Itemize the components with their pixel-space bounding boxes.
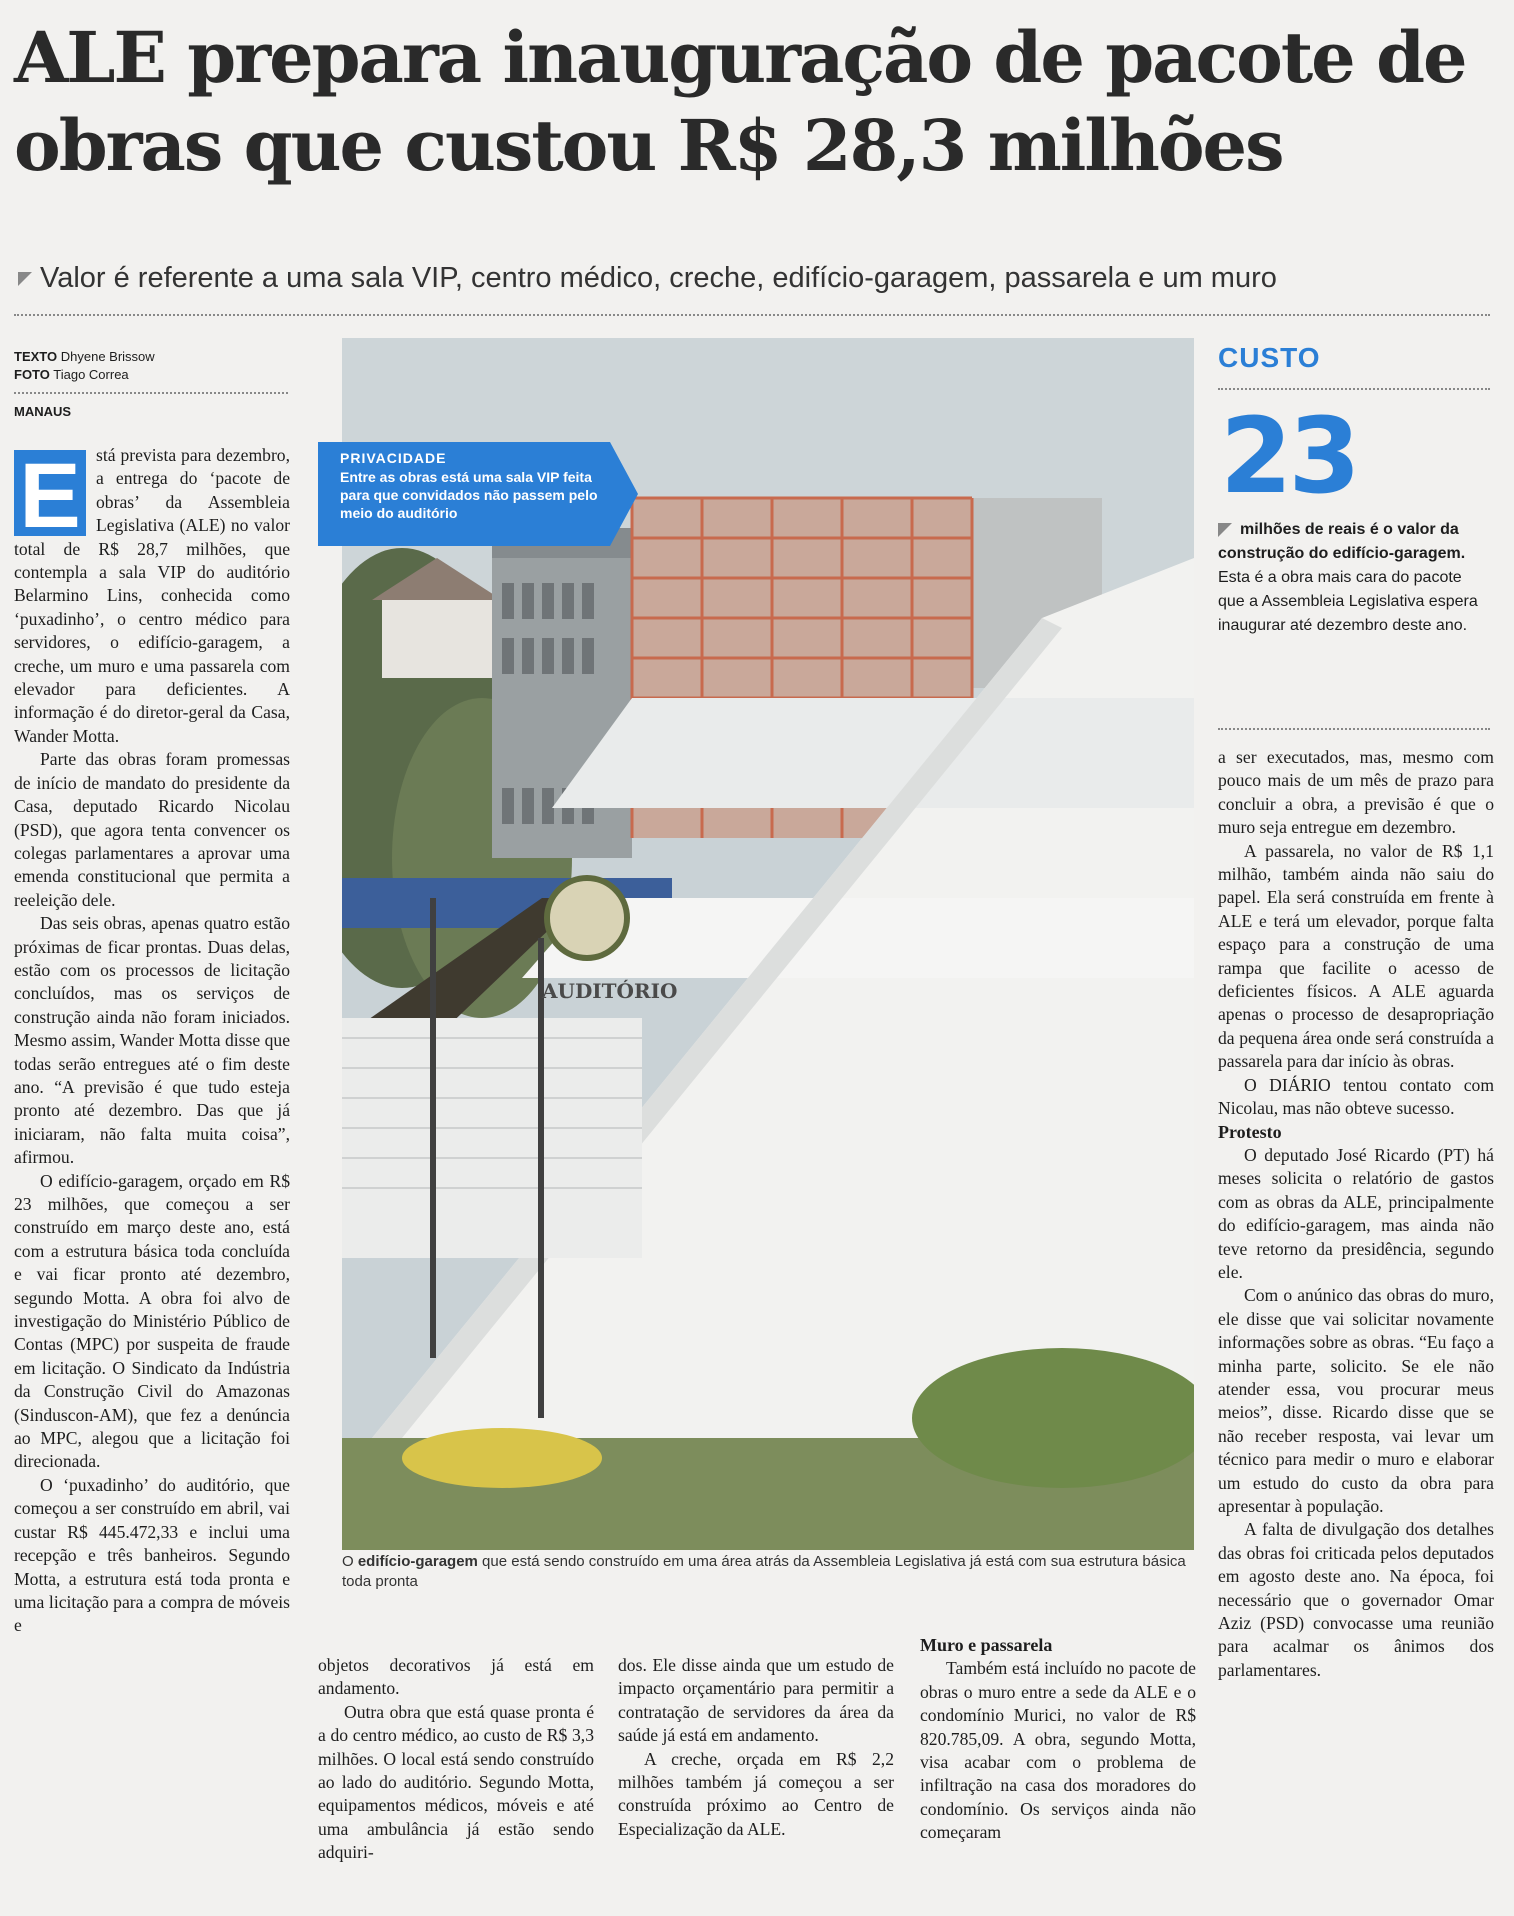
custo-text (1218, 518, 1490, 638)
paragraph: O DIÁRIO tentou contato com Nicolau, mas não obteve sucesso. (1218, 1074, 1494, 1119)
paragraph-text: stá prevista para dezembro, a entrega do ‘pacote de obras’ da Assembleia Legislativa (ALE) no valor total de R$ 28,7 milhões, que contempla a sala VIP do auditório Belarmino Lins, conhecida como ‘puxadinho’, o centro médico para servidores, o edifício-garagem, a creche, um muro e uma passarela com elevador para deficientes. A informação é do diretor-geral da Casa, Wander Motta. (14, 445, 290, 746)
paragraph: Outra obra que está quase pronta é a do centro médico, ao custo de R$ 3,3 milhões. O local está sendo construído ao lado do auditório. Segundo Motta, equipamentos médicos, móveis e até uma ambulância já estão sendo adquiri- (318, 1701, 594, 1863)
column-2 (318, 1654, 594, 1865)
caption-lead: O (342, 1553, 354, 1570)
section-subhead: Protesto (1218, 1121, 1282, 1142)
custo-bottom-divider (1218, 728, 1490, 730)
paragraph: O ‘puxadinho’ do auditório, que começou a ser construído em abril, vai custar R$ 445.472,33 e inclui uma recepção e três banheiros. Segundo Motta, a estrutura está toda pronta e uma licitação para a compra de móveis e (14, 1474, 290, 1636)
caption-bold: edifício-garagem (357, 1553, 478, 1570)
triangle-bullet-icon (18, 272, 32, 286)
callout-body: Entre as obras está uma sala VIP feita para que convidados não passem pelo meio do auditório (340, 469, 598, 521)
credit-text-label: TEXTO (14, 349, 58, 364)
paragraph: Parte das obras foram promessas de início de mandato do presidente da Casa, deputado Ricardo Nicolau (PSD), que agora tenta convencer os colegas parlamentares a aprovar uma emenda constitucional que permita a reeleição dele. (14, 749, 290, 910)
paragraph: O deputado José Ricardo (PT) há meses solicita o relatório de gastos com as obras da ALE, principalmente do edifício-garagem, mas ainda não teve retorno da presidência, segundo ele. (1218, 1144, 1494, 1282)
auditorio-sign: AUDITÓRIO (542, 979, 678, 1003)
callout-label: PRIVACIDADE (340, 450, 447, 466)
paragraph: O edifício-garagem, orçado em R$ 23 milhões, que começou a ser construído em março deste ano, está com a estrutura básica toda concluída e vai ficar pronto até dezembro, segundo Motta. A obra foi alvo de investigação do Ministério Público de Contas (MPC) por suspeita de fraude em licitação. O Sindicato da Indústria da Construção Civil do Amazonas (Sinduscon-AM), que fez a denúncia ao MPC, alegou que a licitação foi direcionada. (14, 1170, 290, 1472)
credits-divider (14, 392, 288, 394)
custo-bold: milhões de reais é o valor da construção do edifício-garagem. (1218, 521, 1466, 562)
subheadline-text: Valor é referente a uma sala VIP, centro médico, creche, edifício-garagem, passarela e um muro (40, 262, 1277, 294)
column-1 (14, 444, 290, 1638)
custo-label: CUSTO (1218, 342, 1321, 373)
paragraph: objetos decorativos já está em andamento. (318, 1655, 594, 1699)
dateline-place: MANAUS (14, 404, 72, 419)
credit-photo-author: Tiago Correa (53, 367, 129, 382)
paragraph: a ser executados, mas, mesmo com pouco mais de um mês de prazo para concluir a obra, a previsão é que o muro seja entregue em dezembro. (1218, 747, 1494, 838)
callout-privacidade (318, 442, 638, 546)
credits (14, 348, 155, 384)
paragraph: Também está incluído no pacote de obras o muro entre a sede da ALE e o condomínio Murici, no valor de R$ 820.785,09. A obra, segundo Motta, visa acabar com o problema de infiltração na casa dos moradores do condomínio. Os serviços ainda não começaram (920, 1658, 1196, 1843)
credit-text-author: Dhyene Brissow (60, 349, 155, 364)
column-4 (920, 1634, 1196, 1845)
paragraph: A creche, orçada em R$ 2,2 milhões também já começou a ser construída próximo ao Centro de Especialização da ALE. (618, 1748, 894, 1839)
drop-cap: E (14, 450, 86, 536)
headline: ALE prepara inauguração de pacote de obras que custou R$ 28,3 milhões (14, 16, 1466, 187)
column-5 (1218, 746, 1494, 1682)
paragraph: Com o anúnico das obras do muro, ele disse que vai solicitar novamente informações sobre as obras. “Eu faço a minha parte, solicito. Se ele não atender essa, vou procurar meus meios”, disse. Ricardo disse que se não receber resposta, vai levar um técnico para medir o muro e elaborar um estudo do custo da obra para apresentar à população. (1218, 1285, 1494, 1516)
section-subhead: Muro e passarela (920, 1635, 1053, 1655)
paragraph (14, 444, 290, 748)
paragraph: A falta de divulgação dos detalhes das obras foi criticada pelos deputados em agosto deste ano. Na época, foi necessário que o governador Omar Aziz (PSD) convocasse uma reunião para acalmar os ânimos dos parlamentares. (1218, 1519, 1494, 1680)
paragraph: Das seis obras, apenas quatro estão próximas de ficar prontas. Duas delas, estão com os processos de licitação concluídos, mas os serviços de construção ainda não foram iniciados. Mesmo assim, Wander Motta disse que todas serão entregues até o fim deste ano. “A previsão é que tudo esteja pronto até dezembro. Das que já iniciaram, não falta muita coisa”, afirmou. (14, 913, 290, 1168)
caption-rest: que está sendo construído em uma área atrás da Assembleia Legislativa já está com sua estrutura básica toda pronta (342, 1553, 1186, 1590)
paragraph: A passarela, no valor de R$ 1,1 milhão, também ainda não saiu do papel. Ela será construída em frente à ALE e terá um elevador, porque falta espaço para a construção de uma rampa que facilite o acesso de deficientes físicos. A ALE aguarda apenas o processo de desapropriação da pequena área onde será construída a passarela para dar início às obras. (1218, 840, 1494, 1072)
triangle-bullet-icon (1218, 523, 1232, 537)
custo-number: 23 (1220, 395, 1357, 517)
photo-caption (342, 1552, 1192, 1592)
paragraph: dos. Ele disse ainda que um estudo de impacto orçamentário para permitir a contratação de servidores da área da saúde já está em andamento. (618, 1655, 894, 1746)
credit-photo-label: FOTO (14, 367, 50, 382)
custo-rest: Esta é a obra mais cara do pacote que a Assembleia Legislativa espera inaugurar até dezembro deste ano. (1218, 569, 1478, 634)
custo-divider (1218, 388, 1490, 390)
subheadline (18, 262, 1498, 295)
column-3 (618, 1654, 894, 1841)
divider (14, 314, 1490, 316)
